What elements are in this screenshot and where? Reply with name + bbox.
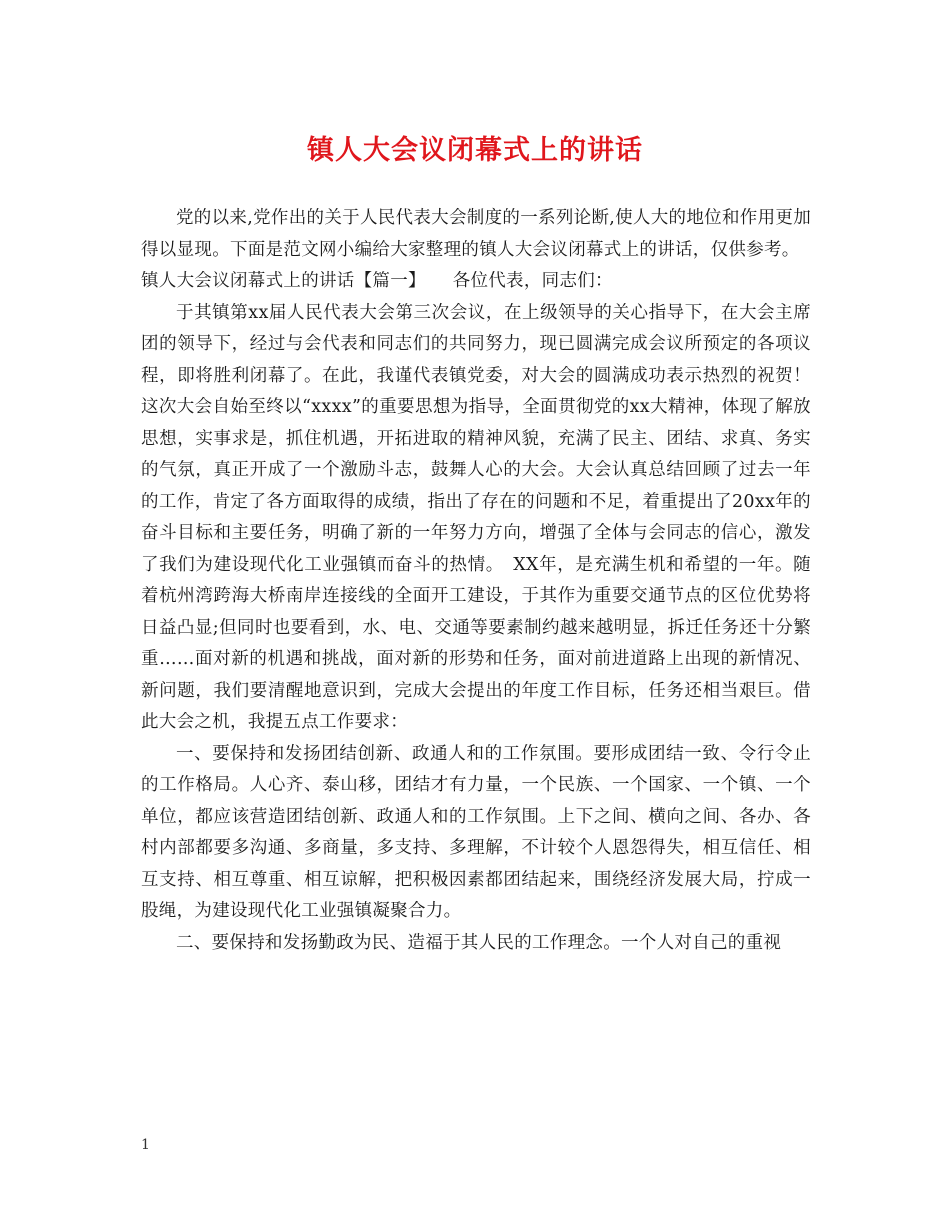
intro-paragraph: 党的以来,党作出的关于人民代表大会制度的一系列论断,使人大的地位和作用更加得以显现。下面是范文网小编给大家整理的镇人大会议闭幕式上的讲话，仅供参考。 (141, 208, 811, 260)
section-heading: 镇人大会议闭幕式上的讲话【篇一】 各位代表，同志们： (141, 271, 613, 291)
document-body (141, 203, 811, 959)
body-paragraph: 二、要保持和发扬勤政为民、造福于其人民的工作理念。一个人对自己的重视 (176, 932, 782, 953)
document-title: 镇人大会议闭幕式上的讲话 (307, 135, 643, 166)
body-paragraph: 一、要保持和发扬团结创新、政通人和的工作氛围。要形成团结一致、令行令止的工作格局。人心齐、泰山移，团结才有力量，一个民族、一个国家、一个镇、一个单位，都应该营造团结创新、政通人和的工作氛围。上下之间、横向之间、各办、各村内部都要多沟通、多商量，多支持、多理解，不计较个人恩怨得失，相互信任、相互支持、相互尊重、相互谅解，把积极因素都团结起来，围绕经济发展大局，拧成一股绳，为建设现代化工业强镇凝聚合力。 (141, 743, 811, 921)
body-paragraph: 于其镇第xx届人民代表大会第三次会议，在上级领导的关心指导下，在大会主席团的领导下，经过与会代表和同志们的共同努力，现已圆满完成会议所预定的各项议程，即将胜利闭幕了。在此，我谨代表镇党委，对大会的圆满成功表示热烈的祝贺！这次大会自始至终以“xxxx”的重要思想为指导，全面贯彻党的xx大精神，体现了解放思想，实事求是，抓住机遇，开拓进取的精神风貌，充满了民主、团结、求真、务实的气氛，真正开成了一个激励斗志，鼓舞人心的大会。大会认真总结回顾了过去一年的工作，肯定了各方面取得的成绩，指出了存在的问题和不足，着重提出了20xx年的奋斗目标和主要任务，明确了新的一年努力方向，增强了全体与会同志的信心，激发了我们为建设现代化工业强镇而奋斗的热情。 XX年，是充满生机和希望的一年。随着杭州湾跨海大桥南岸连接线的全面开工建设，于其作为重要交通节点的区位优势将日益凸显;但同时也要看到，水、电、交通等要素制约越来越明显，拆迁任务还十分繁重……面对新的机遇和挑战，面对新的形势和任务，面对前进道路上出现的新情况、新问题，我们要清醒地意识到，完成大会提出的年度工作目标，任务还相当艰巨。借此大会之机，我提五点工作要求： (141, 302, 811, 732)
page-number: 1 (141, 1137, 150, 1153)
